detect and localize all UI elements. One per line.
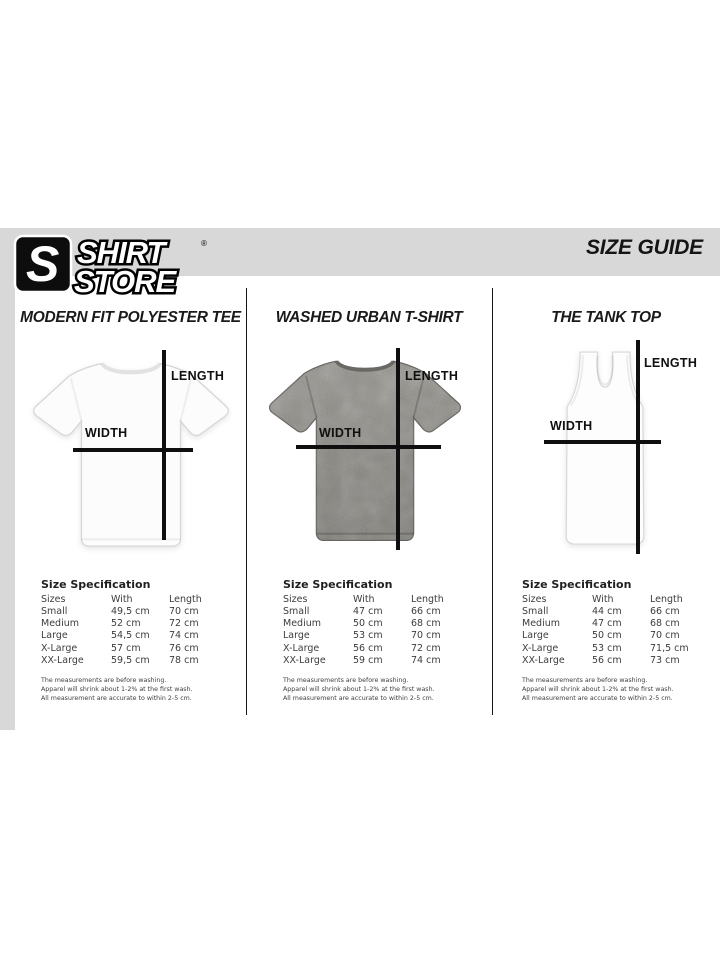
table-row xyxy=(283,606,444,618)
col-header-sizes: Sizes xyxy=(41,593,66,605)
wash-notes xyxy=(522,676,720,703)
size-length: 71,5 cm xyxy=(650,642,689,654)
left-margin-strip xyxy=(0,276,15,730)
size-width: 52 cm xyxy=(111,618,141,630)
size-width: 53 cm xyxy=(592,642,622,654)
size-width: 47 cm xyxy=(353,605,383,617)
width-label: WIDTH xyxy=(85,425,128,440)
col-header-length: Length xyxy=(169,593,202,605)
table-row xyxy=(41,643,202,655)
size-width: 56 cm xyxy=(353,642,383,654)
note-line: Apparel will shrink about 1-2% at the first wash. xyxy=(41,686,193,694)
size-width: 47 cm xyxy=(592,618,622,630)
size-name: XX-Large xyxy=(522,655,565,667)
note-line: The measurements are before washing. xyxy=(283,677,409,685)
size-name: Small xyxy=(522,605,549,617)
note-line: All measurement are accurate to within 2-5 cm. xyxy=(41,695,192,703)
product-column-tank-top xyxy=(492,277,720,730)
size-length: 68 cm xyxy=(650,618,680,630)
table-row xyxy=(41,655,202,667)
size-name: Medium xyxy=(41,618,79,630)
width-label: WIDTH xyxy=(319,425,362,440)
table-row xyxy=(283,630,444,642)
column-divider xyxy=(246,288,247,715)
size-width: 44 cm xyxy=(592,605,622,617)
size-name: X-Large xyxy=(41,642,78,654)
note-line: Apparel will shrink about 1-2% at the first wash. xyxy=(283,686,435,694)
column-divider xyxy=(492,288,493,715)
size-width: 53 cm xyxy=(353,630,383,642)
size-length: 73 cm xyxy=(650,655,680,667)
size-width: 50 cm xyxy=(353,618,383,630)
product-title: WASHED URBAN T-SHIRT xyxy=(275,309,463,326)
table-row xyxy=(41,618,202,630)
table-row xyxy=(283,643,444,655)
col-header-width: With xyxy=(353,593,375,605)
product-column-modern-fit xyxy=(15,277,246,730)
size-width: 59,5 cm xyxy=(111,655,150,667)
size-table xyxy=(522,594,689,668)
page-title: SIZE GUIDE xyxy=(585,236,703,259)
brand-word-shirt: SHIRT xyxy=(77,235,165,270)
table-row xyxy=(283,655,444,667)
size-name: X-Large xyxy=(283,642,320,654)
size-name: Medium xyxy=(522,618,560,630)
length-label: LENGTH xyxy=(405,368,459,383)
table-header-row xyxy=(41,594,202,606)
size-width: 59 cm xyxy=(353,655,383,667)
size-width: 57 cm xyxy=(111,642,141,654)
col-header-sizes: Sizes xyxy=(283,593,308,605)
col-header-sizes: Sizes xyxy=(522,593,547,605)
shirt-diagram xyxy=(492,340,720,566)
size-name: Small xyxy=(283,605,310,617)
table-row xyxy=(522,630,689,642)
length-line xyxy=(396,348,400,550)
table-row xyxy=(522,655,689,667)
table-row xyxy=(283,618,444,630)
size-width: 49,5 cm xyxy=(111,605,150,617)
size-name: Large xyxy=(522,630,549,642)
table-row xyxy=(522,618,689,630)
size-width: 50 cm xyxy=(592,630,622,642)
table-row xyxy=(522,606,689,618)
size-name: X-Large xyxy=(522,642,559,654)
note-line: Apparel will shrink about 1-2% at the first wash. xyxy=(522,686,674,694)
spec-title: Size Specification xyxy=(283,577,393,591)
tank-top-image xyxy=(545,341,665,557)
note-line: All measurement are accurate to within 2-5 cm. xyxy=(283,695,434,703)
size-name: Medium xyxy=(283,618,321,630)
size-length: 74 cm xyxy=(169,630,199,642)
length-label: LENGTH xyxy=(644,355,698,370)
width-label: WIDTH xyxy=(550,418,593,433)
table-row xyxy=(41,630,202,642)
size-length: 70 cm xyxy=(411,630,441,642)
size-length: 74 cm xyxy=(411,655,441,667)
spec-title: Size Specification xyxy=(522,577,632,591)
shirt-diagram xyxy=(246,340,492,566)
size-guide-content xyxy=(15,277,720,730)
width-line xyxy=(296,445,441,449)
table-header-row xyxy=(522,594,689,606)
product-column-washed-urban xyxy=(246,277,492,730)
size-length: 70 cm xyxy=(169,605,199,617)
col-header-length: Length xyxy=(650,593,683,605)
note-line: The measurements are before washing. xyxy=(522,677,648,685)
spec-section xyxy=(41,578,246,704)
size-width: 54,5 cm xyxy=(111,630,150,642)
col-header-width: With xyxy=(111,593,133,605)
spec-title: Size Specification xyxy=(41,577,151,591)
size-name: XX-Large xyxy=(283,655,326,667)
length-line xyxy=(162,350,166,540)
product-title: MODERN FIT POLYESTER TEE xyxy=(20,309,241,326)
size-length: 76 cm xyxy=(169,642,199,654)
wash-notes xyxy=(41,676,246,703)
width-line xyxy=(544,440,661,444)
shirt-diagram xyxy=(15,340,246,566)
size-length: 78 cm xyxy=(169,655,199,667)
spec-section xyxy=(283,578,492,704)
table-header-row xyxy=(283,594,444,606)
size-length: 68 cm xyxy=(411,618,441,630)
logo-s-monogram-icon: S xyxy=(26,236,60,292)
col-header-width: With xyxy=(592,593,614,605)
note-line: The measurements are before washing. xyxy=(41,677,167,685)
size-table xyxy=(41,594,202,668)
wash-notes xyxy=(283,676,492,703)
product-title: THE TANK TOP xyxy=(551,309,661,326)
length-line xyxy=(636,340,640,554)
size-width: 56 cm xyxy=(592,655,622,667)
size-length: 70 cm xyxy=(650,630,680,642)
table-row xyxy=(41,606,202,618)
col-header-length: Length xyxy=(411,593,444,605)
length-label: LENGTH xyxy=(171,368,225,383)
brand-logo xyxy=(13,233,218,297)
note-line: All measurement are accurate to within 2-5 cm. xyxy=(522,695,673,703)
size-length: 72 cm xyxy=(169,618,199,630)
spec-section xyxy=(522,578,720,704)
size-name: Large xyxy=(41,630,68,642)
brand-word-store: STORE xyxy=(74,264,176,297)
registered-mark: ® xyxy=(201,239,207,248)
size-length: 66 cm xyxy=(411,605,441,617)
size-table xyxy=(283,594,444,668)
width-line xyxy=(73,448,193,452)
size-name: Small xyxy=(41,605,68,617)
size-name: Large xyxy=(283,630,310,642)
table-row xyxy=(522,643,689,655)
size-name: XX-Large xyxy=(41,655,84,667)
size-length: 72 cm xyxy=(411,642,441,654)
size-length: 66 cm xyxy=(650,605,680,617)
